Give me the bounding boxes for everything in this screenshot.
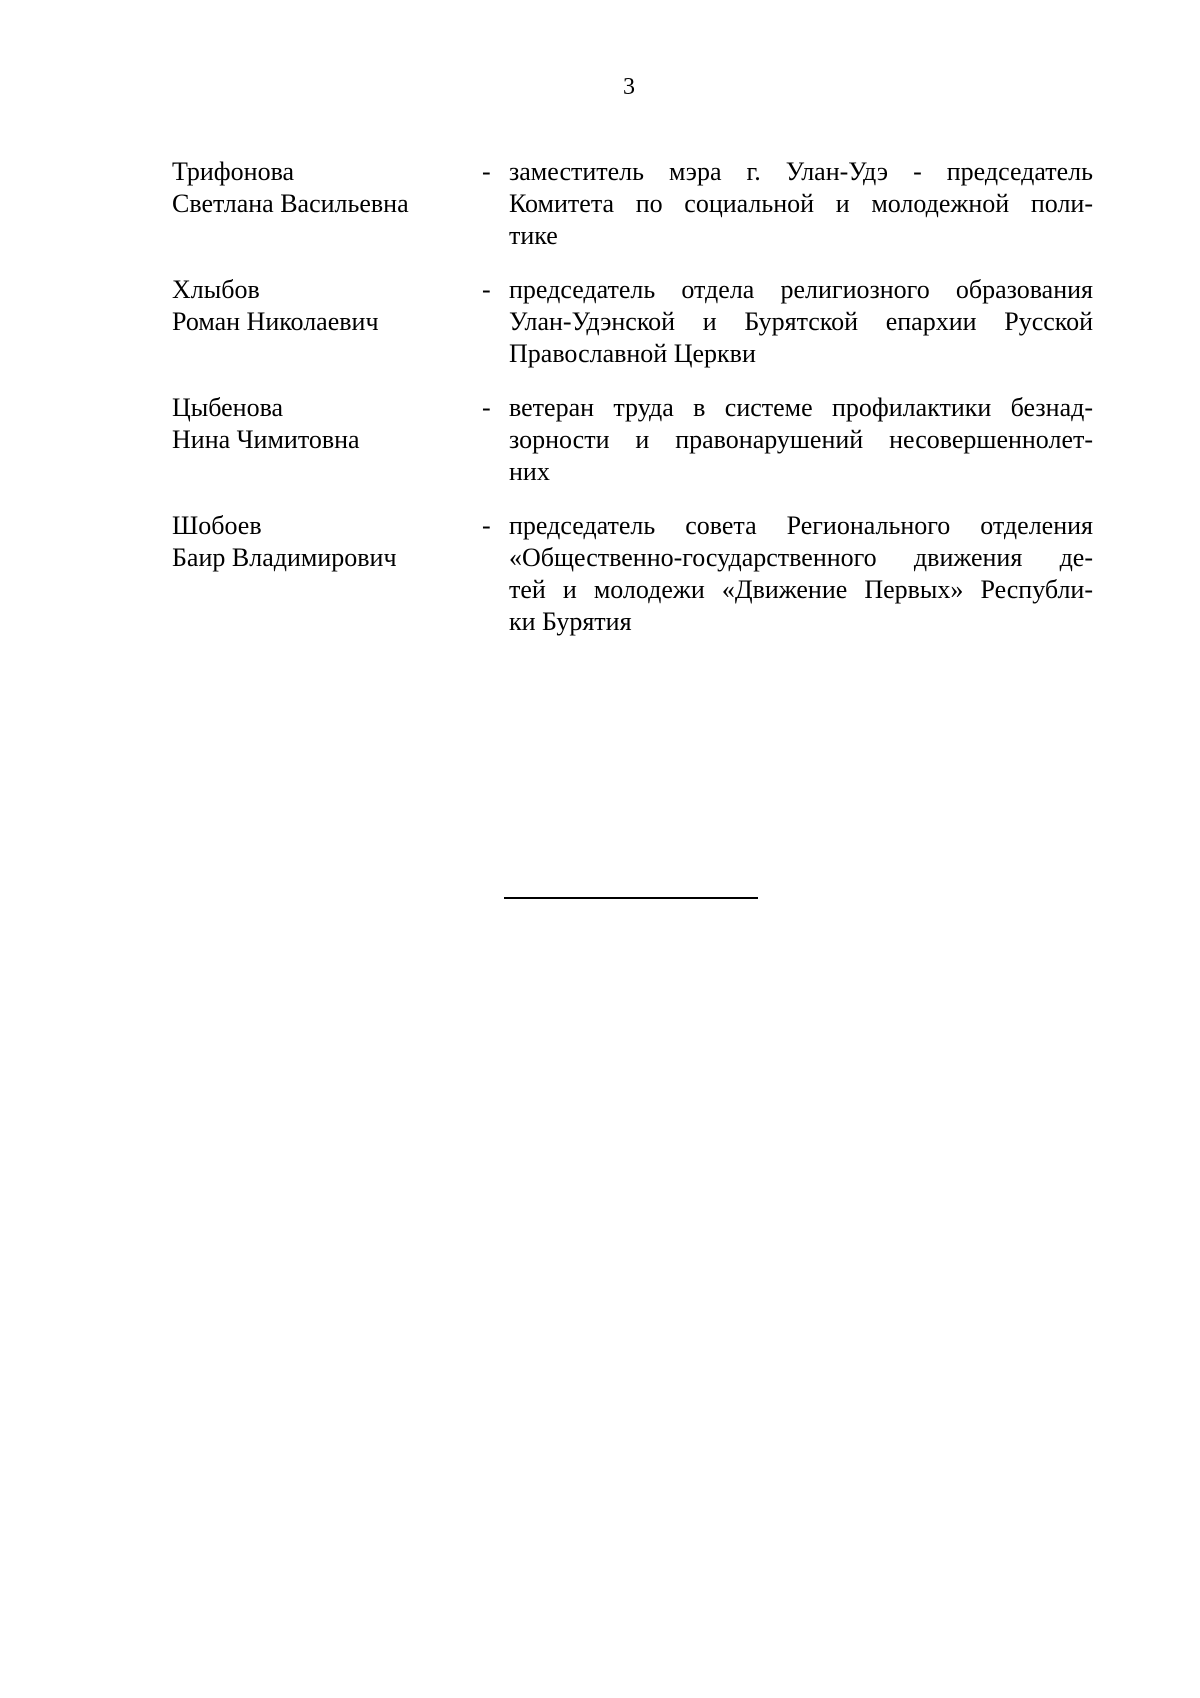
role-line: «Общественно-государственного движения де-: [509, 543, 1093, 572]
role-line: ветеран труда в системе профилактики безнад-: [509, 393, 1093, 422]
member-given-names: Светлана Васильевна: [172, 189, 409, 218]
member-given-names: Нина Чимитовна: [172, 425, 360, 454]
member-name: [172, 392, 472, 456]
member-entry: [172, 274, 1093, 370]
member-dash: -: [482, 393, 491, 422]
member-name: [172, 274, 472, 338]
member-surname: Хлыбов: [172, 275, 260, 304]
member-entry: [172, 156, 1093, 252]
member-entry: [172, 392, 1093, 488]
role-line: Комитета по социальной и молодежной поли-: [509, 189, 1093, 218]
role-line: Улан-Удэнской и Бурятской епархии Русской: [509, 307, 1093, 336]
member-role: [509, 274, 1093, 370]
member-entry: [172, 510, 1093, 638]
member-surname: Цыбенова: [172, 393, 284, 422]
member-list: [172, 156, 1093, 660]
member-name: [172, 156, 472, 220]
closing-rule: [504, 897, 758, 899]
role-line: тике: [509, 221, 558, 250]
role-line: Православной Церкви: [509, 339, 756, 368]
member-dash: -: [482, 511, 491, 540]
role-line: председатель отдела религиозного образования: [509, 275, 1093, 304]
role-line: заместитель мэра г. Улан-Удэ - председатель: [509, 157, 1093, 186]
role-line: зорности и правонарушений несовершеннолет-: [509, 425, 1093, 454]
member-role: [509, 392, 1093, 488]
member-dash: -: [482, 157, 491, 186]
role-line: ки Бурятия: [509, 607, 632, 636]
member-given-names: Баир Владимирович: [172, 543, 397, 572]
role-line: председатель совета Регионального отделения: [509, 511, 1093, 540]
role-line: тей и молодежи «Движение Первых» Республи-: [509, 575, 1093, 604]
member-surname: Трифонова: [172, 157, 295, 186]
member-role: [509, 156, 1093, 252]
member-given-names: Роман Николаевич: [172, 307, 379, 336]
member-name: [172, 510, 472, 574]
page-number: 3: [623, 74, 635, 100]
member-dash: -: [482, 275, 491, 304]
member-surname: Шобоев: [172, 511, 262, 540]
role-line: них: [509, 457, 550, 486]
member-role: [509, 510, 1093, 638]
